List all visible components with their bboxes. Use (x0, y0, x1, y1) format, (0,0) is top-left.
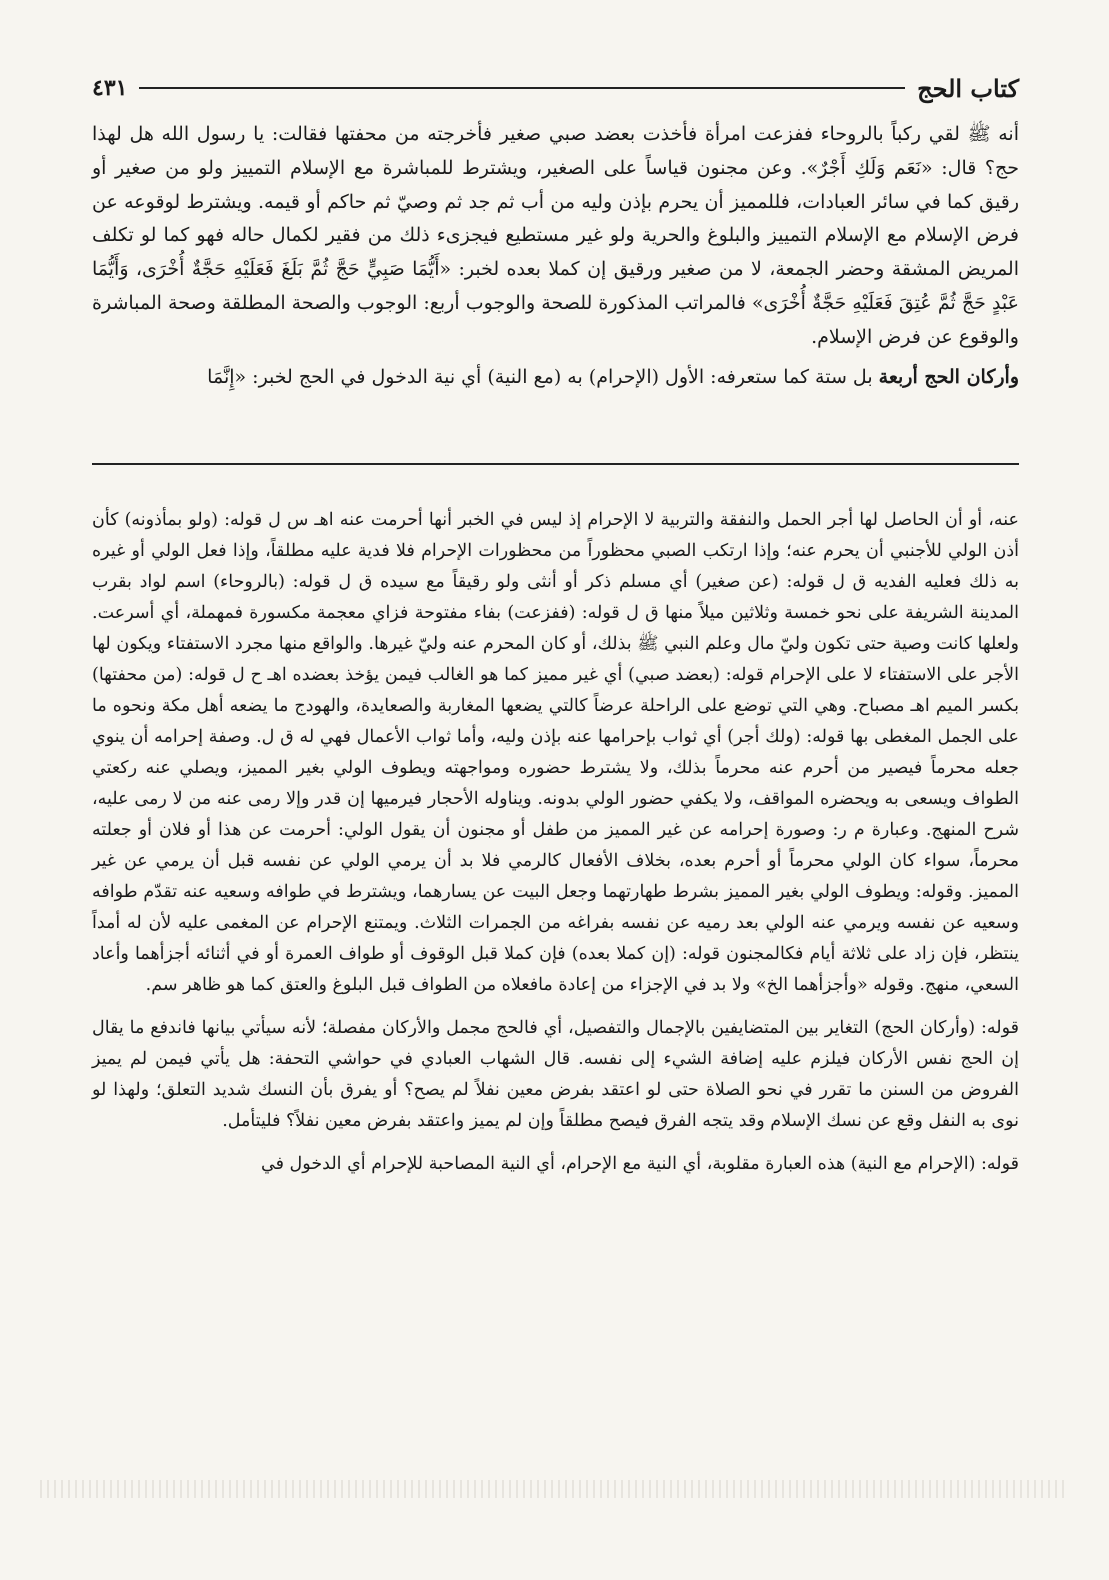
header-rule (139, 87, 905, 89)
commentary-paragraph: قوله: (وأركان الحج) التغاير بين المتضايفين بالإجمال والتفصيل، أي فالحج مجمل والأركان مفصلة؛ لأنه سيأتي بيانها فاندفع ما يقال إن الحج نفس الأركان فيلزم عليه إضافة الشيء إلى نفسه. قال الشهاب العبادي في حواشي التحفة: هل يأتي فيمن لم يميز الفروض من السنن ما تقرر في نحو الصلاة حتى لو اعتقد بفرض معين نفلاً لم يصح؟ أو يفرق بأن النسك شديد التعلق؛ ولهذا لو نوى به النفل وقع عن نسك الإسلام وقد يتجه الفرق فيصح مطلقاً وإن لم يميز واعتقد بفرض معين نفلاً؟ فليتأمل. (92, 1018, 1019, 1131)
commentary-paragraph: عنه، أو أن الحاصل لها أجر الحمل والنفقة والتربية لا الإحرام إذ ليس في الخبر أنها أحرمت عنه اهـ س ل قوله: (ولو بمأذونه) كأن أذن الولي للأجنبي أن يحرم عنه؛ وإذا ارتكب الصبي محظوراً من محظورات الإحرام فلا فدية عليه مطلقاً، وإذا فعل الولي أو غيره به ذلك فعليه الفديه ق ل قوله: (عن صغير) أي مسلم ذكر أو أنثى ولو رقيقاً مع سيده ق ل قوله: (بالروحاء) اسم لواد بقرب المدينة الشريفة على نحو خمسة وثلاثين ميلاً منها ق ل قوله: (ففزعت) بفاء مفتوحة فزاي معجمة مكسورة فمهملة، أي أسرعت. ولعلها كانت وصية حتى تكون وليّ مال وعلم النبي ﷺ بذلك، أو كان المحرم عنه وليّ غيرها. والواقع منها مجرد الاستفتاء ويكون لها الأجر على الاستفتاء لا على الإحرام قوله: (بعضد صبي) أي غير مميز كما هو الغالب فيمن يؤخذ بعضده اهـ ح ل قوله: (من محفتها) بكسر الميم اهـ مصباح. وهي التي توضع على الراحلة عرضاً كالتي يضعها المغاربة والصعايدة، والهودج ما يضعه أهل مكة ونحوه ما على الجمل المغطى بها قوله: (ولك أجر) أي ثواب بإحرامها عنه بإذن وليه، وأما ثواب الأعمال فهي له ق ل. وصفة إحرامه أن ينوي جعله محرماً فيصير من أحرم عنه محرماً بذلك، ولا يشترط حضوره ومواجهته ويطوف الولي بغير المميز، ويصلي عنه ركعتي الطواف ويسعى به ويحضره المواقف، ولا يكفي حضور الولي بدونه. ويناوله الأحجار فيرميها إن قدر وإلا رمى عنه من لا رمى عليه، شرح المنهج. وعبارة م ر: وصورة إحرامه عن غير المميز من طفل أو مجنون أن يقول الولي: أحرمت عن هذا أو فلان أو جعلته محرماً، سواء كان الولي محرماً أو أحرم بعده، بخلاف الأفعال كالرمي فلا بد أن يرمي الولي عن نفسه قبل أن يرمي عن غير المميز. وقوله: ويطوف الولي بغير المميز بشرط طهارتهما وجعل البيت عن يسارهما، ويشترط في طوافه وسعيه عنه تقدّم طوافه وسعيه عن نفسه ويرمي عنه الولي بعد رميه عن نفسه بفراغه من الجمرات الثلاث. ويمتنع الإحرام عن المغمى عليه لأن له أمداً ينتظر، فإن زاد على ثلاثة أيام فكالمجنون قوله: (إن كملا بعده) فإن كملا قبل الوقوف أو طواف العمرة أو في أثنائه أجزأهما وأعاد السعي، منهج. وقوله «وأجزأهما الخ» ولا بد في الإجزاء من إعادة مافعلاه من الطواف قبل البلوغ والعتق كما هو ظاهر سم. (92, 510, 1019, 995)
pillars-paragraph (92, 361, 1019, 395)
pillars-lead: وأركان الحج أربعة (878, 365, 1019, 388)
main-paragraph: أنه ﷺ لقي ركباً بالروحاء ففزعت امرأة فأخذت بعضد صبي صغير فأخرجته من محفتها فقالت: يا رسول الله هل لهذا حج؟ قال: «نَعَم وَلَكِ أَجْرٌ». وعن مجنون قياساً على الصغير، ويشترط للمباشرة مع الإسلام التمييز ولو من صغير أو رقيق كما في سائر العبادات، فللمميز أن يحرم بإذن وليه من أب ثم جد ثم وصيّ ثم حاكم أو قيمه. ويشترط لوقوعه عن فرض الإسلام مع الإسلام التمييز والبلوغ والحرية ولو غير مستطيع فيجزىء ذلك من فقير لكمال حاله فهو كما لو تكلف المريض المشقة وحضر الجمعة، لا من صغير ورقيق إن كملا بعده لخبر: «أَيُّمَا صَبِيٍّ حَجَّ ثُمَّ بَلَغَ فَعَلَيْهِ حَجَّةٌ أُخْرَى، وَأَيُّمَا عَبْدٍ حَجَّ ثُمَّ عُتِقَ فَعَلَيْهِ حَجَّةٌ أُخْرَى» فالمراتب المذكورة للصحة والوجوب أربع: الوجوب والصحة المطلقة وصحة المباشرة والوقوع عن فرض الإسلام. (92, 123, 1019, 348)
page-header (92, 70, 1019, 106)
main-text (92, 118, 1019, 394)
pillars-rest: بل ستة كما ستعرفه: الأول (الإحرام) به (مع النية) أي نية الدخول في الحج لخبر: «إِنَّمَا (207, 365, 879, 388)
commentary-paragraph: قوله: (الإحرام مع النية) هذه العبارة مقلوبة، أي النية مع الإحرام، أي النية المصاحبة للإحرام أي الدخول في (261, 1154, 1019, 1174)
commentary (92, 505, 1019, 1192)
book-title: كتاب الحج (917, 73, 1019, 103)
text-divider (92, 463, 1019, 465)
page-number: ٤٣١ (92, 75, 128, 101)
scan-edge-noise (40, 1480, 1069, 1498)
